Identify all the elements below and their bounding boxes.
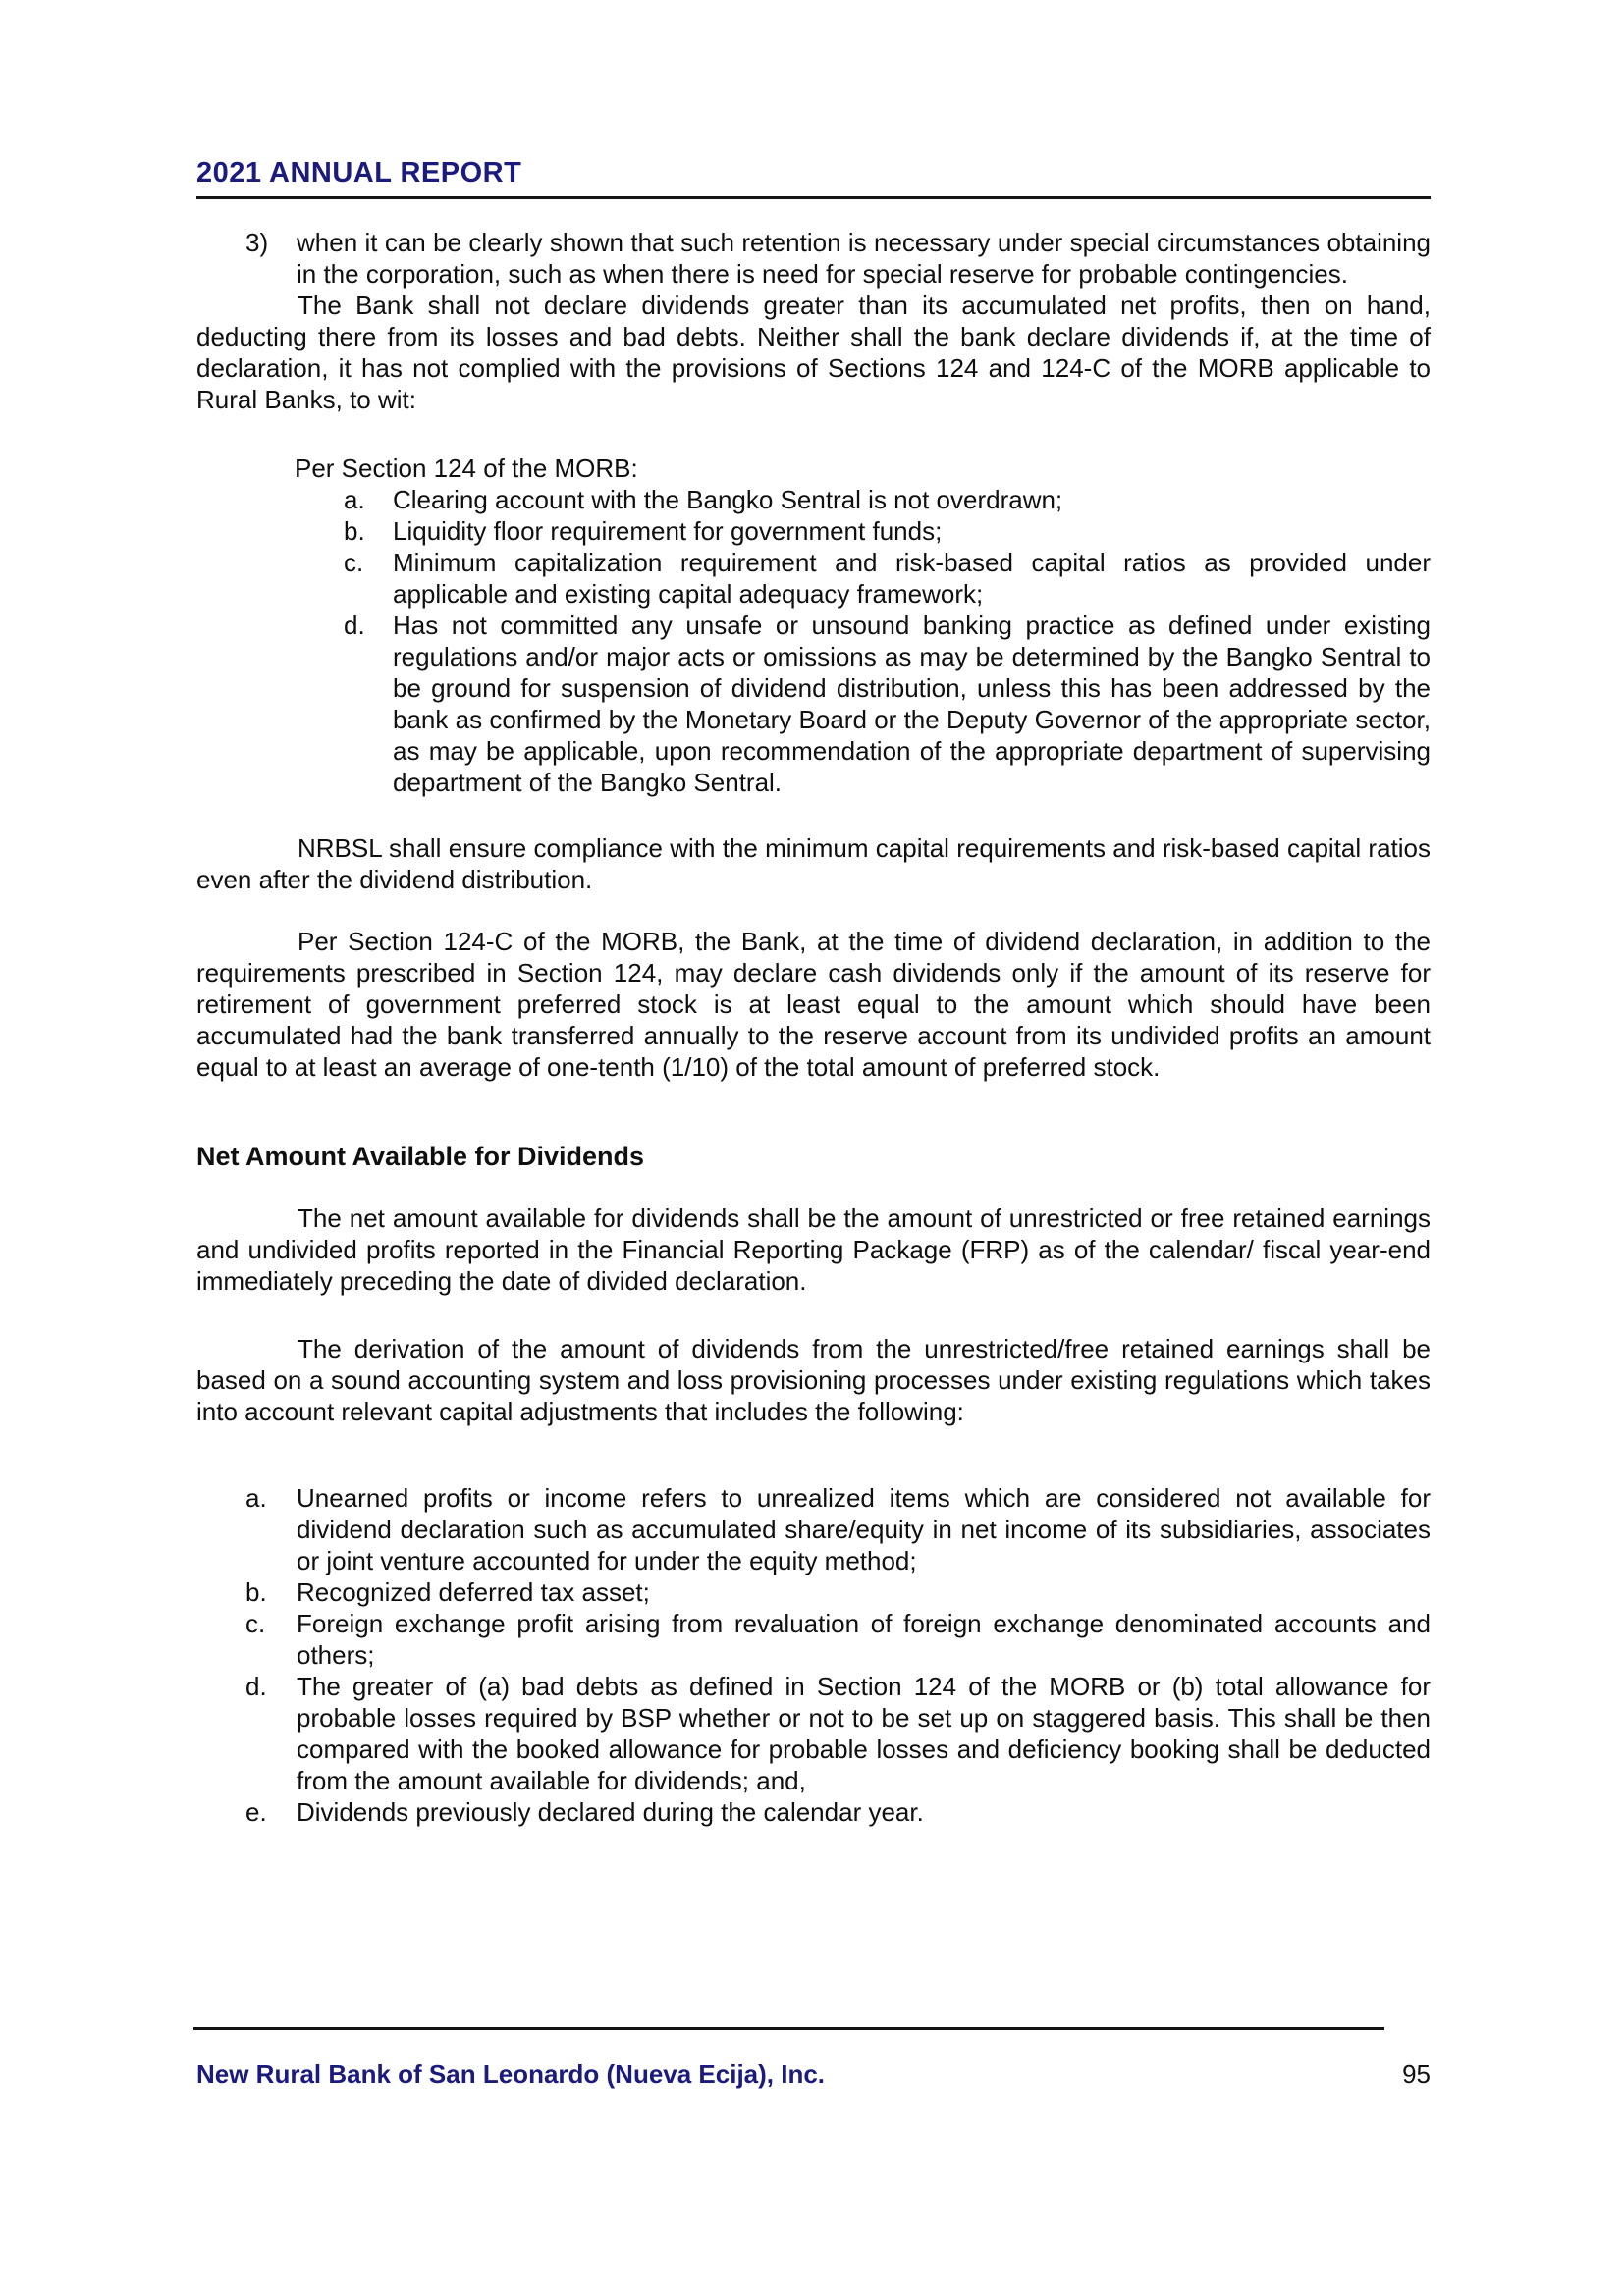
list-item-text: The greater of (a) bad debts as defined in Section 124 of the MORB or (b) total allowance for probable losses required by BSP whether or not to be set up on staggered basis. This shall be then compared with the booked allowance for probable losses and deficiency booking shall be deducted from the amount available for dividends; and,	[297, 1672, 1431, 1795]
list-item-marker: d.	[344, 611, 365, 640]
list-item-marker: 3)	[245, 228, 269, 257]
list-item	[196, 227, 1431, 290]
page-content	[196, 0, 1431, 1828]
list-item-marker: d.	[245, 1672, 267, 1701]
list-item-text: Recognized deferred tax asset;	[297, 1577, 650, 1607]
section-124-list	[196, 484, 1431, 798]
list-item	[196, 547, 1431, 610]
report-title: 2021 ANNUAL REPORT	[196, 157, 522, 188]
list-item-marker: a.	[344, 485, 365, 514]
paragraph-nrbsl: NRBSL shall ensure compliance with the minimum capital requirements and risk-based capital ratios even after the dividend distribution.	[196, 833, 1431, 894]
list-item	[196, 515, 1431, 547]
numbered-item-3	[196, 227, 1431, 290]
list-item	[196, 1796, 1431, 1828]
list-item-text: Clearing account with the Bangko Sentral is not overdrawn;	[393, 485, 1063, 514]
footer-bank-name: New Rural Bank of San Leonardo (Nueva Ecija), Inc.	[196, 2059, 826, 2089]
paragraph-net-amount-1: The net amount available for dividends shall be the amount of unrestricted or free retained earnings and undivided profits reported in the Financial Reporting Package (FRP) as of the calendar/ fiscal year-end immediately preceding the date of divided declaration.	[196, 1203, 1431, 1296]
header-divider	[196, 196, 1431, 199]
list-item	[196, 610, 1431, 798]
list-item	[196, 1576, 1431, 1608]
list-item-text: Foreign exchange profit arising from revaluation of foreign exchange denominated accounts and others;	[297, 1609, 1431, 1670]
capital-adjustments-list	[196, 1482, 1431, 1828]
page-footer	[196, 2057, 1431, 2091]
footer-page-number: 95	[1402, 2059, 1431, 2089]
paragraph-bank-dividends: The Bank shall not declare dividends greater than its accumulated net profits, then on hand, deducting there from its losses and bad debts. Neither shall the bank declare dividends if, at the time of declaration, it has not complied with the provisions of Sections 124 and 124-C of the MORB applicable to Rural Banks, to wit:	[196, 291, 1431, 414]
list-item	[196, 484, 1431, 515]
list-item	[196, 1482, 1431, 1576]
paragraph-net-amount-2: The derivation of the amount of dividends from the unrestricted/free retained earnings shall be based on a sound accounting system and loss provisioning processes under existing regulations which takes into account relevant capital adjustments that includes the following:	[196, 1334, 1431, 1426]
list-item-marker: c.	[245, 1609, 266, 1638]
footer-divider	[193, 2027, 1384, 2030]
body-text-block	[196, 227, 1431, 1828]
list-item-text: Minimum capitalization requirement and risk-based capital ratios as provided under applicable and existing capital adequacy framework;	[393, 548, 1431, 609]
list-item-text: Liquidity floor requirement for government funds;	[393, 516, 943, 546]
list-item	[196, 1608, 1431, 1671]
section-124-intro: Per Section 124 of the MORB:	[295, 454, 638, 483]
list-item-marker: c.	[344, 548, 364, 577]
list-item-text: when it can be clearly shown that such retention is necessary under special circumstances obtaining in the corporation, such as when there is need for special reserve for probable contingencies.	[297, 228, 1431, 289]
section-heading-net-amount: Net Amount Available for Dividends	[196, 1142, 645, 1171]
list-item-text: Unearned profits or income refers to unrealized items which are considered not available for dividend declaration such as accumulated share/equity in net income of its subsidiaries, associates or joint venture accounted for under the equity method;	[297, 1483, 1431, 1575]
list-item-marker: e.	[245, 1797, 267, 1827]
list-item-marker: a.	[245, 1483, 267, 1513]
list-item-text: Has not committed any unsafe or unsound banking practice as defined under existing regulations and/or major acts or omissions as may be determined by the Bangko Sentral to be ground for suspension of dividend distribution, unless this has been addressed by the bank as confirmed by the Monetary Board or the Deputy Governor of the appropriate sector, as may be applicable, upon recommendation of the appropriate department of supervising department of the Bangko Sentral.	[393, 611, 1431, 797]
list-item-marker: b.	[344, 516, 365, 546]
list-item-marker: b.	[245, 1577, 267, 1607]
list-item-text: Dividends previously declared during the calendar year.	[297, 1797, 924, 1827]
list-item	[196, 1671, 1431, 1796]
paragraph-124c: Per Section 124-C of the MORB, the Bank, at the time of dividend declaration, in addition to the requirements prescribed in Section 124, may declare cash dividends only if the amount of its reserve for retirement of government preferred stock is at least equal to the amount which should have been accumulated had the bank transferred annually to the reserve account from its undivided profits an amount equal to at least an average of one-tenth (1/10) of the total amount of preferred stock.	[196, 927, 1431, 1082]
